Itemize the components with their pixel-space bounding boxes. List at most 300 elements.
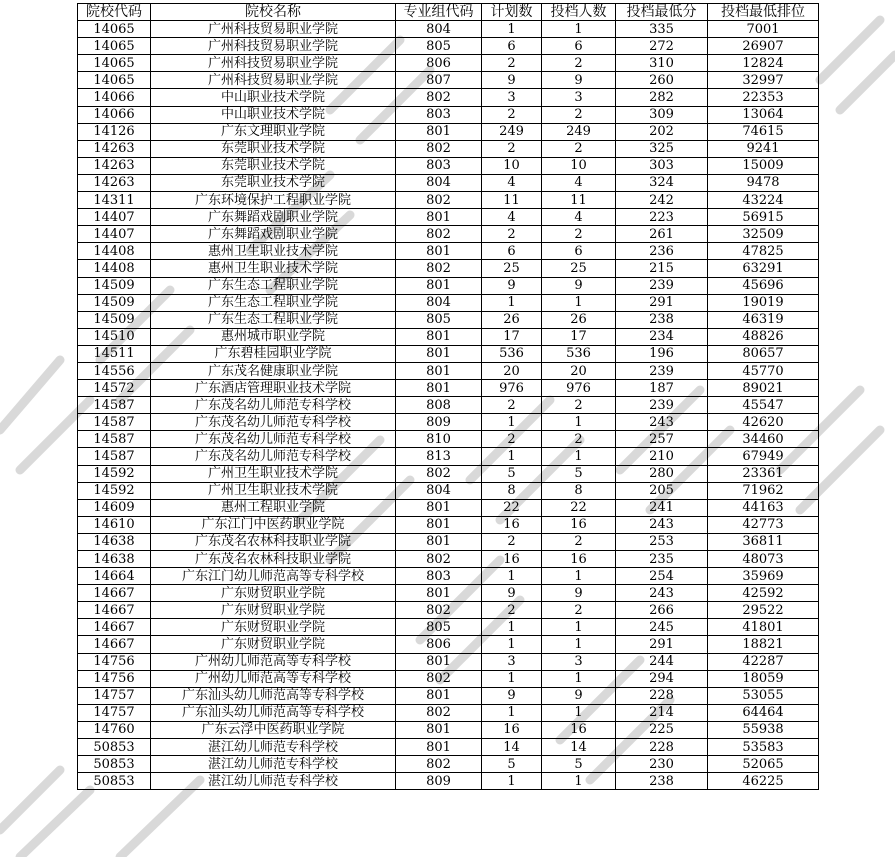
plan-cell: 1	[482, 773, 542, 790]
admitted-cell: 16	[542, 721, 616, 738]
col-header-school-name: 院校名称	[151, 4, 396, 21]
school-name-cell: 惠州工程职业学院	[151, 499, 396, 516]
admitted-cell: 1	[542, 21, 616, 38]
group-code-cell: 804	[396, 21, 482, 38]
school-code-cell: 14511	[78, 345, 151, 362]
admitted-cell: 1	[542, 773, 616, 790]
table-row	[78, 414, 819, 431]
table-row	[78, 192, 819, 209]
min-score-cell: 245	[616, 619, 708, 636]
min-rank-cell: 45770	[708, 362, 819, 379]
admitted-cell: 536	[542, 345, 616, 362]
min-score-cell: 187	[616, 380, 708, 397]
min-score-cell: 196	[616, 345, 708, 362]
admitted-cell: 1	[542, 414, 616, 431]
min-rank-cell: 12824	[708, 55, 819, 72]
school-code-cell: 14638	[78, 551, 151, 568]
table-row	[78, 653, 819, 670]
col-header-admitted: 投档人数	[542, 4, 616, 21]
plan-cell: 10	[482, 157, 542, 174]
school-code-cell: 14065	[78, 21, 151, 38]
school-code-cell: 14592	[78, 465, 151, 482]
school-code-cell: 14756	[78, 670, 151, 687]
table-row	[78, 123, 819, 140]
admission-table	[77, 3, 819, 790]
group-code-cell: 801	[396, 362, 482, 379]
school-name-cell: 广东江门幼儿师范高等专科学校	[151, 568, 396, 585]
plan-cell: 6	[482, 243, 542, 260]
min-score-cell: 205	[616, 482, 708, 499]
table-row	[78, 619, 819, 636]
group-code-cell: 810	[396, 431, 482, 448]
plan-cell: 3	[482, 89, 542, 106]
school-code-cell: 14667	[78, 602, 151, 619]
min-rank-cell: 32509	[708, 226, 819, 243]
plan-cell: 9	[482, 277, 542, 294]
group-code-cell: 802	[396, 226, 482, 243]
table-row	[78, 328, 819, 345]
min-score-cell: 243	[616, 414, 708, 431]
min-rank-cell: 53055	[708, 687, 819, 704]
group-code-cell: 806	[396, 55, 482, 72]
plan-cell: 14	[482, 739, 542, 756]
school-code-cell: 14610	[78, 516, 151, 533]
min-rank-cell: 80657	[708, 345, 819, 362]
min-score-cell: 235	[616, 551, 708, 568]
min-score-cell: 324	[616, 174, 708, 191]
group-code-cell: 801	[396, 123, 482, 140]
table-row	[78, 670, 819, 687]
min-score-cell: 238	[616, 311, 708, 328]
group-code-cell: 802	[396, 260, 482, 277]
admitted-cell: 3	[542, 653, 616, 670]
admitted-cell: 10	[542, 157, 616, 174]
school-name-cell: 广东财贸职业学院	[151, 619, 396, 636]
plan-cell: 17	[482, 328, 542, 345]
table-row	[78, 739, 819, 756]
school-code-cell: 14065	[78, 38, 151, 55]
school-code-cell: 50853	[78, 739, 151, 756]
table-row	[78, 516, 819, 533]
min-score-cell: 254	[616, 568, 708, 585]
plan-cell: 22	[482, 499, 542, 516]
plan-cell: 536	[482, 345, 542, 362]
group-code-cell: 801	[396, 243, 482, 260]
school-code-cell: 50853	[78, 773, 151, 790]
min-score-cell: 253	[616, 533, 708, 550]
admitted-cell: 3	[542, 89, 616, 106]
admitted-cell: 2	[542, 602, 616, 619]
plan-cell: 26	[482, 311, 542, 328]
min-rank-cell: 41801	[708, 619, 819, 636]
min-score-cell: 335	[616, 21, 708, 38]
plan-cell: 8	[482, 482, 542, 499]
col-header-group-code: 专业组代码	[396, 4, 482, 21]
min-rank-cell: 9478	[708, 174, 819, 191]
table-row	[78, 380, 819, 397]
min-rank-cell: 42592	[708, 585, 819, 602]
plan-cell: 6	[482, 38, 542, 55]
admitted-cell: 2	[542, 431, 616, 448]
min-rank-cell: 89021	[708, 380, 819, 397]
school-name-cell: 湛江幼儿师范专科学校	[151, 756, 396, 773]
min-score-cell: 230	[616, 756, 708, 773]
school-code-cell: 14592	[78, 482, 151, 499]
school-name-cell: 广东茂名幼儿师范专科学校	[151, 397, 396, 414]
admitted-cell: 1	[542, 636, 616, 653]
school-name-cell: 广州科技贸易职业学院	[151, 55, 396, 72]
school-name-cell: 广东财贸职业学院	[151, 602, 396, 619]
plan-cell: 1	[482, 636, 542, 653]
school-name-cell: 广东舞蹈戏剧职业学院	[151, 226, 396, 243]
table-row	[78, 773, 819, 790]
school-code-cell: 14263	[78, 140, 151, 157]
group-code-cell: 801	[396, 345, 482, 362]
plan-cell: 1	[482, 670, 542, 687]
school-code-cell: 14509	[78, 277, 151, 294]
school-code-cell: 14556	[78, 362, 151, 379]
school-name-cell: 广东汕头幼儿师范高等专科学校	[151, 704, 396, 721]
school-code-cell: 14667	[78, 585, 151, 602]
min-rank-cell: 74615	[708, 123, 819, 140]
plan-cell: 9	[482, 72, 542, 89]
school-name-cell: 中山职业技术学院	[151, 106, 396, 123]
min-rank-cell: 34460	[708, 431, 819, 448]
group-code-cell: 801	[396, 721, 482, 738]
group-code-cell: 807	[396, 72, 482, 89]
admitted-cell: 22	[542, 499, 616, 516]
min-score-cell: 238	[616, 773, 708, 790]
group-code-cell: 801	[396, 328, 482, 345]
table-row	[78, 397, 819, 414]
admitted-cell: 11	[542, 192, 616, 209]
table-row	[78, 551, 819, 568]
min-rank-cell: 48826	[708, 328, 819, 345]
group-code-cell: 801	[396, 499, 482, 516]
table-row	[78, 568, 819, 585]
group-code-cell: 802	[396, 602, 482, 619]
min-rank-cell: 18059	[708, 670, 819, 687]
school-code-cell: 14638	[78, 533, 151, 550]
table-row	[78, 448, 819, 465]
admitted-cell: 6	[542, 243, 616, 260]
admitted-cell: 249	[542, 123, 616, 140]
plan-cell: 16	[482, 721, 542, 738]
school-code-cell: 14667	[78, 636, 151, 653]
admitted-cell: 4	[542, 174, 616, 191]
plan-cell: 2	[482, 397, 542, 414]
min-rank-cell: 22353	[708, 89, 819, 106]
table-row	[78, 72, 819, 89]
table-row	[78, 311, 819, 328]
school-code-cell: 14407	[78, 226, 151, 243]
min-score-cell: 243	[616, 585, 708, 602]
plan-cell: 5	[482, 756, 542, 773]
table-row	[78, 21, 819, 38]
min-rank-cell: 7001	[708, 21, 819, 38]
admitted-cell: 14	[542, 739, 616, 756]
school-name-cell: 广东财贸职业学院	[151, 636, 396, 653]
school-name-cell: 广东汕头幼儿师范高等专科学校	[151, 687, 396, 704]
min-score-cell: 282	[616, 89, 708, 106]
min-score-cell: 309	[616, 106, 708, 123]
plan-cell: 2	[482, 226, 542, 243]
school-name-cell: 东莞职业技术学院	[151, 157, 396, 174]
school-name-cell: 广州科技贸易职业学院	[151, 38, 396, 55]
min-score-cell: 244	[616, 653, 708, 670]
admitted-cell: 16	[542, 516, 616, 533]
min-score-cell: 225	[616, 721, 708, 738]
min-rank-cell: 63291	[708, 260, 819, 277]
min-rank-cell: 42620	[708, 414, 819, 431]
min-score-cell: 243	[616, 516, 708, 533]
admitted-cell: 9	[542, 72, 616, 89]
school-name-cell: 惠州卫生职业技术学院	[151, 260, 396, 277]
min-score-cell: 242	[616, 192, 708, 209]
min-score-cell: 291	[616, 636, 708, 653]
school-code-cell: 14407	[78, 209, 151, 226]
plan-cell: 249	[482, 123, 542, 140]
group-code-cell: 801	[396, 209, 482, 226]
min-rank-cell: 52065	[708, 756, 819, 773]
admitted-cell: 8	[542, 482, 616, 499]
school-name-cell: 东莞职业技术学院	[151, 140, 396, 157]
school-code-cell: 14587	[78, 397, 151, 414]
group-code-cell: 803	[396, 157, 482, 174]
min-score-cell: 291	[616, 294, 708, 311]
admitted-cell: 26	[542, 311, 616, 328]
admitted-cell: 1	[542, 448, 616, 465]
min-score-cell: 239	[616, 277, 708, 294]
group-code-cell: 801	[396, 516, 482, 533]
admitted-cell: 2	[542, 226, 616, 243]
min-rank-cell: 56915	[708, 209, 819, 226]
admitted-cell: 20	[542, 362, 616, 379]
table-row	[78, 226, 819, 243]
group-code-cell: 805	[396, 38, 482, 55]
school-code-cell: 14757	[78, 704, 151, 721]
plan-cell: 2	[482, 431, 542, 448]
group-code-cell: 802	[396, 465, 482, 482]
school-code-cell: 14609	[78, 499, 151, 516]
min-rank-cell: 42773	[708, 516, 819, 533]
plan-cell: 4	[482, 209, 542, 226]
min-rank-cell: 36811	[708, 533, 819, 550]
min-score-cell: 272	[616, 38, 708, 55]
group-code-cell: 806	[396, 636, 482, 653]
group-code-cell: 801	[396, 380, 482, 397]
school-name-cell: 广东环境保护工程职业学院	[151, 192, 396, 209]
admitted-cell: 17	[542, 328, 616, 345]
min-rank-cell: 45547	[708, 397, 819, 414]
min-score-cell: 261	[616, 226, 708, 243]
admitted-cell: 1	[542, 568, 616, 585]
plan-cell: 976	[482, 380, 542, 397]
group-code-cell: 802	[396, 756, 482, 773]
school-name-cell: 惠州卫生职业技术学院	[151, 243, 396, 260]
min-score-cell: 303	[616, 157, 708, 174]
school-name-cell: 湛江幼儿师范专科学校	[151, 773, 396, 790]
admitted-cell: 2	[542, 533, 616, 550]
min-score-cell: 215	[616, 260, 708, 277]
min-score-cell: 239	[616, 397, 708, 414]
group-code-cell: 801	[396, 277, 482, 294]
school-code-cell: 14263	[78, 174, 151, 191]
school-code-cell: 14572	[78, 380, 151, 397]
min-score-cell: 257	[616, 431, 708, 448]
school-name-cell: 广东文理职业学院	[151, 123, 396, 140]
group-code-cell: 813	[396, 448, 482, 465]
min-score-cell: 228	[616, 739, 708, 756]
plan-cell: 2	[482, 602, 542, 619]
school-code-cell: 14408	[78, 260, 151, 277]
school-name-cell: 广州科技贸易职业学院	[151, 72, 396, 89]
plan-cell: 1	[482, 448, 542, 465]
group-code-cell: 801	[396, 687, 482, 704]
school-name-cell: 广东云浮中医药职业学院	[151, 721, 396, 738]
table-row	[78, 345, 819, 362]
school-code-cell: 14408	[78, 243, 151, 260]
school-name-cell: 广东茂名幼儿师范专科学校	[151, 414, 396, 431]
admitted-cell: 4	[542, 209, 616, 226]
admitted-cell: 1	[542, 670, 616, 687]
admitted-cell: 2	[542, 55, 616, 72]
admitted-cell: 5	[542, 465, 616, 482]
admitted-cell: 9	[542, 585, 616, 602]
min-rank-cell: 13064	[708, 106, 819, 123]
plan-cell: 2	[482, 55, 542, 72]
min-rank-cell: 48073	[708, 551, 819, 568]
school-name-cell: 广东财贸职业学院	[151, 585, 396, 602]
group-code-cell: 802	[396, 551, 482, 568]
school-code-cell: 14760	[78, 721, 151, 738]
admitted-cell: 976	[542, 380, 616, 397]
min-score-cell: 210	[616, 448, 708, 465]
table-row	[78, 260, 819, 277]
min-rank-cell: 67949	[708, 448, 819, 465]
table-row	[78, 482, 819, 499]
school-name-cell: 广东茂名幼儿师范专科学校	[151, 431, 396, 448]
table-row	[78, 243, 819, 260]
school-code-cell: 14757	[78, 687, 151, 704]
min-score-cell: 280	[616, 465, 708, 482]
admitted-cell: 2	[542, 140, 616, 157]
group-code-cell: 802	[396, 704, 482, 721]
admitted-cell: 1	[542, 619, 616, 636]
admitted-cell: 5	[542, 756, 616, 773]
school-name-cell: 广东生态工程职业学院	[151, 277, 396, 294]
school-code-cell: 14066	[78, 106, 151, 123]
school-code-cell: 14126	[78, 123, 151, 140]
min-rank-cell: 64464	[708, 704, 819, 721]
plan-cell: 16	[482, 516, 542, 533]
school-code-cell: 14509	[78, 294, 151, 311]
min-score-cell: 294	[616, 670, 708, 687]
min-score-cell: 234	[616, 328, 708, 345]
school-name-cell: 广东茂名健康职业学院	[151, 362, 396, 379]
admitted-cell: 9	[542, 277, 616, 294]
group-code-cell: 804	[396, 174, 482, 191]
school-name-cell: 广东茂名农林科技职业学院	[151, 551, 396, 568]
min-rank-cell: 45696	[708, 277, 819, 294]
min-score-cell: 223	[616, 209, 708, 226]
min-rank-cell: 53583	[708, 739, 819, 756]
group-code-cell: 802	[396, 670, 482, 687]
school-code-cell: 14667	[78, 619, 151, 636]
table-row	[78, 106, 819, 123]
group-code-cell: 809	[396, 414, 482, 431]
table-row	[78, 140, 819, 157]
min-score-cell: 228	[616, 687, 708, 704]
plan-cell: 5	[482, 465, 542, 482]
min-score-cell: 266	[616, 602, 708, 619]
school-name-cell: 湛江幼儿师范专科学校	[151, 739, 396, 756]
school-code-cell: 14587	[78, 431, 151, 448]
admitted-cell: 25	[542, 260, 616, 277]
table-row	[78, 294, 819, 311]
min-rank-cell: 15009	[708, 157, 819, 174]
table-row	[78, 465, 819, 482]
table-row	[78, 431, 819, 448]
table-row	[78, 499, 819, 516]
school-code-cell: 14509	[78, 311, 151, 328]
plan-cell: 1	[482, 568, 542, 585]
min-score-cell: 239	[616, 362, 708, 379]
school-name-cell: 广东江门中医药职业学院	[151, 516, 396, 533]
min-score-cell: 241	[616, 499, 708, 516]
min-rank-cell: 23361	[708, 465, 819, 482]
min-score-cell: 260	[616, 72, 708, 89]
school-code-cell: 14587	[78, 448, 151, 465]
min-rank-cell: 32997	[708, 72, 819, 89]
school-code-cell: 14756	[78, 653, 151, 670]
plan-cell: 3	[482, 653, 542, 670]
group-code-cell: 801	[396, 739, 482, 756]
min-rank-cell: 35969	[708, 568, 819, 585]
table-row	[78, 55, 819, 72]
school-name-cell: 广东酒店管理职业技术学院	[151, 380, 396, 397]
col-header-school-code: 院校代码	[78, 4, 151, 21]
plan-cell: 16	[482, 551, 542, 568]
col-header-plan: 计划数	[482, 4, 542, 21]
school-code-cell: 14263	[78, 157, 151, 174]
header-row	[78, 4, 819, 21]
min-rank-cell: 18821	[708, 636, 819, 653]
min-rank-cell: 47825	[708, 243, 819, 260]
group-code-cell: 801	[396, 585, 482, 602]
table-row	[78, 89, 819, 106]
school-name-cell: 广州卫生职业技术学院	[151, 465, 396, 482]
school-code-cell: 14587	[78, 414, 151, 431]
min-rank-cell: 29522	[708, 602, 819, 619]
group-code-cell: 801	[396, 653, 482, 670]
table-row	[78, 636, 819, 653]
school-name-cell: 惠州城市职业学院	[151, 328, 396, 345]
table-row	[78, 721, 819, 738]
plan-cell: 9	[482, 585, 542, 602]
school-name-cell: 东莞职业技术学院	[151, 174, 396, 191]
plan-cell: 2	[482, 140, 542, 157]
min-rank-cell: 46225	[708, 773, 819, 790]
school-name-cell: 广东茂名幼儿师范专科学校	[151, 448, 396, 465]
table-row	[78, 533, 819, 550]
min-rank-cell: 42287	[708, 653, 819, 670]
min-rank-cell: 44163	[708, 499, 819, 516]
table-row	[78, 157, 819, 174]
min-rank-cell: 9241	[708, 140, 819, 157]
group-code-cell: 804	[396, 482, 482, 499]
school-code-cell: 50853	[78, 756, 151, 773]
